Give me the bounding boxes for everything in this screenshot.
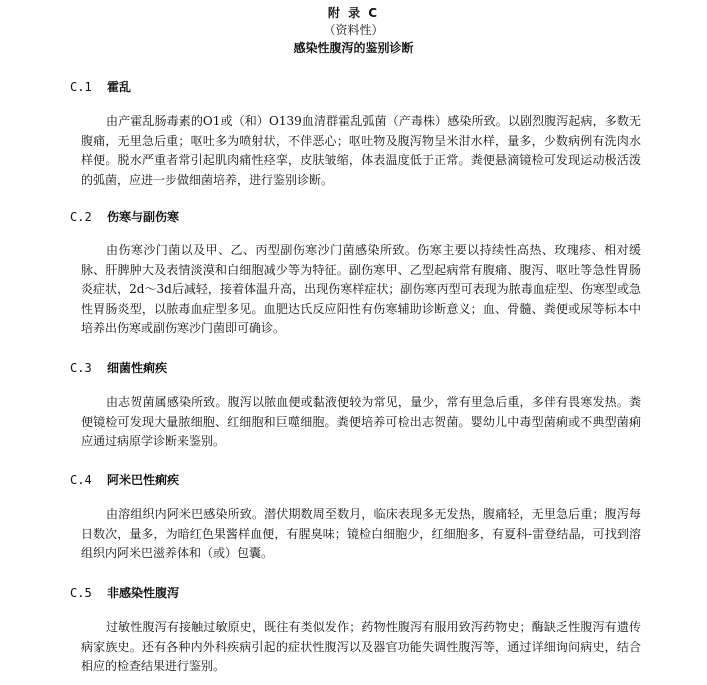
section-title: 阿米巴性痢疾 [107, 473, 180, 487]
section-heading-c3 [70, 361, 167, 376]
section-number: C.3 [70, 361, 92, 375]
section-body-c3: 由志贺菌属感染所致。腹泻以脓血便或黏液便较为常见，量少，常有里急后重，多伴有畏寒发热。粪便镜检可发现大量脓细胞、红细胞和巨噬细胞。粪便培养可检出志贺菌。婴幼儿中毒型菌痢或不典型菌痢应通过病原学诊断来鉴别。 [81, 395, 641, 448]
section-body-c5: 过敏性腹泻有接触过敏原史，既往有类似发作；药物性腹泻有服用致泻药物史；酶缺乏性腹泻有遗传病家族史。还有各种内外科疾病引起的症状性腹泻以及器官功能失调性腹泻等，通过详细询问病史，结合相应的检查结果进行鉴别。 [81, 620, 641, 673]
section-heading-c4 [70, 473, 179, 488]
section-number: C.1 [70, 80, 92, 94]
section-title: 非感染性腹泻 [107, 586, 180, 600]
section-title: 伤寒与副伤寒 [107, 210, 180, 224]
section-heading-c1 [70, 80, 131, 95]
section-title: 细菌性痢疾 [107, 361, 168, 375]
appendix-nature: （资料性） [323, 23, 384, 37]
section-title: 霍乱 [107, 80, 132, 94]
section-heading-c2 [70, 210, 179, 225]
appendix-label: 附 录 C [327, 6, 380, 20]
section-body-c1: 由产霍乱肠毒素的O1或（和）O139血清群霍乱弧菌（产毒株）感染所致。以剧烈腹泻起病，多数无腹痛，无里急后重；呕吐多为喷射状，不伴恶心；呕吐物及腹泻物呈米泔水样，量多，少数病例有洗肉水样便。脱水严重者常引起肌肉痛性痉挛，皮肤皱缩，体表温度低于正常。粪便悬滴镜检可发现运动极活泼的弧菌，应进一步做细菌培养，进行鉴别诊断。 [81, 114, 641, 187]
section-number: C.5 [70, 586, 92, 600]
section-body-c2: 由伤寒沙门菌以及甲、乙、丙型副伤寒沙门菌感染所致。伤寒主要以持续性高热、玫瑰疹、相对缓脉、肝脾肿大及表情淡漠和白细胞减少等为特征。副伤寒甲、乙型起病常有腹痛、腹泻、呕吐等急性胃肠炎症状，2d～3d后减轻，接着体温升高，出现伤寒样症状；副伤寒丙型可表现为脓毒血症型、伤寒型或急性胃肠炎型，以脓毒血症型多见。血肥达氏反应阳性有伤寒辅助诊断意义；血、骨髓、粪便或尿等标本中培养出伤寒或副伤寒沙门菌即可确诊。 [81, 243, 641, 335]
section-heading-c5 [70, 586, 179, 601]
appendix-title: 感染性腹泻的鉴别诊断 [293, 41, 414, 55]
section-body-c4: 由溶组织内阿米巴感染所致。潜伏期数周至数月，临床表现多无发热，腹痛轻，无里急后重；腹泻每日数次，量多，为暗红色果酱样血便，有腥臭味；镜检白细胞少，红细胞多，有夏科-雷登结晶，可找到溶组织内阿米巴滋养体和（或）包囊。 [81, 507, 641, 560]
section-number: C.4 [70, 473, 92, 487]
section-number: C.2 [70, 210, 92, 224]
